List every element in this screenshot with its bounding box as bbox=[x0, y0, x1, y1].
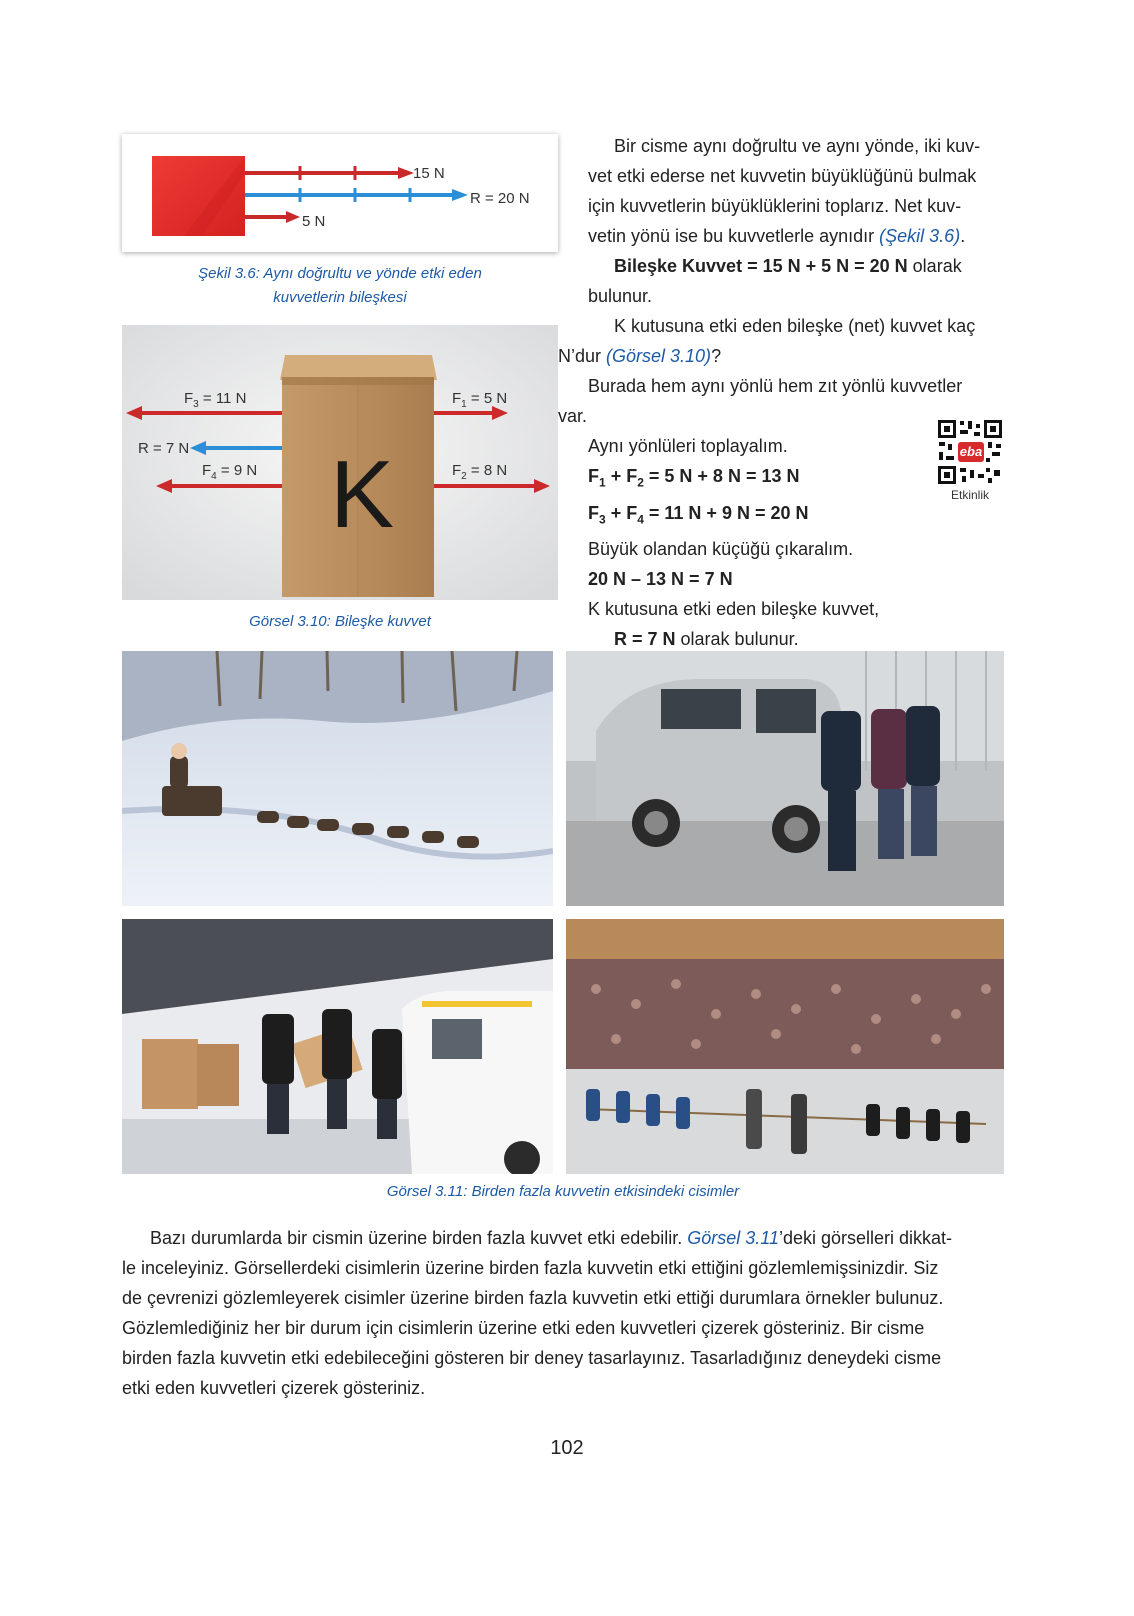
label-r: R = 7 N bbox=[138, 440, 190, 457]
figure-3-11-caption: Görsel 3.11: Birden fazla kuvvetin etkisindeki cisimler bbox=[386, 1183, 740, 1200]
qr-label: Etkinlik bbox=[950, 488, 989, 502]
figure-3-10-caption: Görsel 3.10: Bileşke kuvvet bbox=[249, 613, 431, 630]
text-line: Aynı yönlüleri toplayalım. bbox=[588, 436, 788, 456]
label-f2: $F_2 = 8$ N bbox=[452, 462, 508, 482]
label-f3: $F_3 = 11$ N bbox=[184, 390, 247, 410]
caption-line: Şekil 3.6: Aynı doğrultu ve yönde etki eden bbox=[198, 265, 482, 282]
text-line: vet etki ederse net kuvvetin büyüklüğünü bulmak bbox=[588, 166, 977, 186]
equation-3: 20 N – 13 N = 7 N bbox=[588, 569, 733, 590]
photo-pushing-van bbox=[566, 651, 1004, 906]
equation-1: $F_1 + F_2 = 5$ N + 8 N = 13 N bbox=[588, 466, 800, 490]
equation-2: $F_3 + F_4 = 11$ N + 9 N = 20 N bbox=[588, 502, 809, 527]
ref-gorsel-3-10[interactable]: (Görsel 3.10) bbox=[606, 346, 712, 366]
force-arrow-5n bbox=[245, 211, 300, 223]
van-white bbox=[402, 991, 553, 1174]
text-line-burada: Burada hem aynı yönlü hem zıt yönlü kuvvetler bbox=[588, 376, 963, 396]
photo-moving-boxes bbox=[122, 919, 553, 1174]
text-line: R = 7 N olarak bulunur. bbox=[614, 629, 799, 650]
box-letter: K bbox=[329, 441, 395, 548]
figure-3-10 bbox=[122, 325, 558, 600]
label-15n: 15 N bbox=[413, 165, 445, 182]
caption-line: kuvvetlerin bileşkesi bbox=[273, 289, 407, 306]
text-line: de çevrenizi gözlemleyerek cisimler üzerine birden fazla kuvvetin etki ettiği durumlara örnekler bulunuz. bbox=[122, 1288, 944, 1308]
label-r-20n: R = 20 N bbox=[470, 190, 530, 207]
text-line: için kuvvetlerin büyüklüklerini toplarız. Net kuv- bbox=[588, 196, 962, 216]
photo-tug-of-war bbox=[566, 919, 1004, 1174]
label-f1: $F_1 = 5$ N bbox=[452, 390, 508, 410]
text-line: Gözlemlediğiniz her bir durum için cisimlerin üzerine etki eden kuvvetleri çizerek gösteriniz. Bir cisme bbox=[122, 1318, 925, 1338]
text-line: birden fazla kuvvetin etki edebileceğini gösteren bir deney tasarlayınız. Tasarladığınız deneydeki cisme bbox=[122, 1348, 942, 1368]
eba-logo: eba bbox=[959, 444, 983, 459]
figure-3-10-diagram bbox=[122, 325, 558, 600]
text-line: vetin yönü ise bu kuvvetlerle aynıdır (Şekil 3.6). bbox=[588, 226, 966, 246]
label-5n: 5 N bbox=[302, 213, 326, 230]
text-line: Bir cisme aynı doğrultu ve aynı yönde, iki kuv- bbox=[614, 136, 981, 156]
photo-dog-sled bbox=[122, 651, 553, 906]
label-f4: $F_4 = 9$ N bbox=[202, 462, 258, 482]
equation-block bbox=[588, 431, 928, 654]
text-line: K kutusuna etki eden bileşke (net) kuvvet kaç bbox=[614, 316, 976, 336]
resultant-arrow-20n bbox=[245, 188, 468, 202]
text-line: Büyük olandan küçüğü çıkaralım. bbox=[588, 539, 854, 560]
text-line: le inceleyiniz. Görsellerdeki cisimlerin üzerine birden fazla kuvvetin etki ettiğini gözlemlemişsinizdir. Siz bbox=[122, 1258, 939, 1278]
page-number: 102 bbox=[550, 1437, 584, 1459]
ref-gorsel-3-11[interactable]: Görsel 3.11 bbox=[687, 1228, 779, 1248]
text-line-n-dur: N’dur (Görsel 3.10)? bbox=[558, 346, 722, 366]
text-line: etki eden kuvvetleri çizerek gösteriniz. bbox=[122, 1378, 426, 1398]
right-text-block bbox=[588, 131, 1002, 341]
people-pushing bbox=[821, 706, 940, 871]
figure-3-6-caption bbox=[122, 262, 558, 310]
qr-code[interactable] bbox=[936, 418, 1004, 486]
bottom-paragraph bbox=[122, 1223, 1004, 1403]
ref-sekil-3-6[interactable]: (Şekil 3.6) bbox=[879, 226, 961, 246]
force-arrow-15n bbox=[245, 166, 414, 180]
text-line: K kutusuna etki eden bileşke kuvvet, bbox=[588, 599, 880, 620]
text-line-var: var. bbox=[558, 406, 588, 426]
text-line: Bileşke Kuvvet = 15 N + 5 N = 20 N olarak bbox=[614, 256, 962, 276]
figure-3-6-diagram bbox=[122, 134, 558, 252]
text-line: bulunur. bbox=[588, 286, 653, 306]
text-line: Bazı durumlarda bir cismin üzerine birden fazla kuvvet etki edebilir. Görsel 3.11’deki görselleri dikkat- bbox=[150, 1228, 953, 1248]
figure-3-6 bbox=[122, 134, 558, 252]
